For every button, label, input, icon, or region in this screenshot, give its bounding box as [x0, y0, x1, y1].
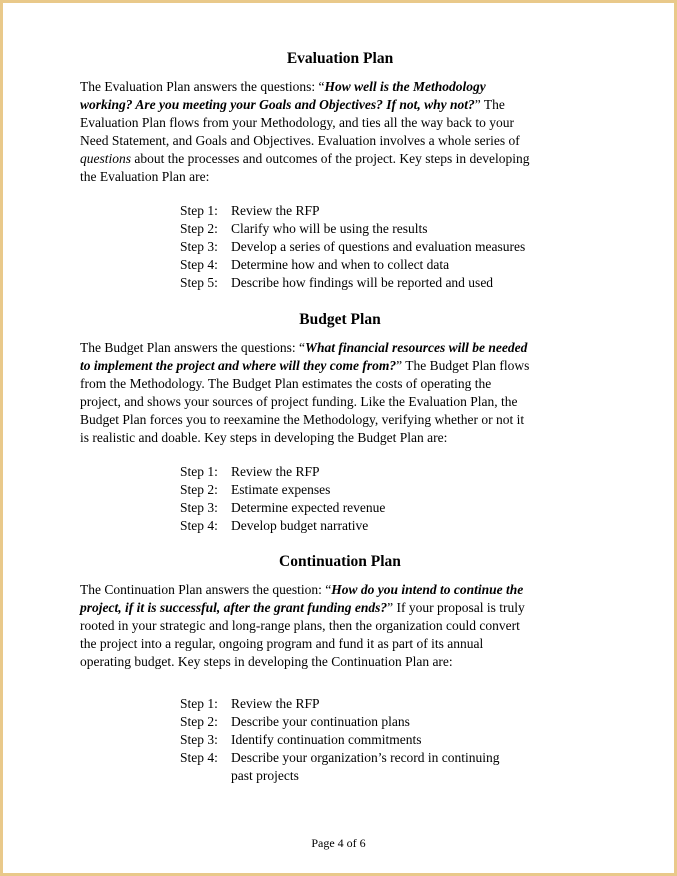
list-item — [180, 499, 600, 517]
paragraph-line: Budget Plan forces you to reexamine the Methodology, verifying whether or not it — [80, 412, 525, 427]
paragraph-line: Need Statement, and Goals and Objectives. Evaluation involves a whole series of — [80, 133, 520, 148]
list-item — [180, 695, 600, 713]
step-text: Determine expected revenue — [231, 500, 386, 515]
text-run: The Continuation Plan answers the question: “ — [80, 582, 332, 597]
paragraph-line — [80, 339, 600, 357]
list-item — [180, 274, 600, 292]
evaluation-plan-paragraph — [80, 78, 600, 186]
list-item — [180, 202, 600, 220]
paragraph-line: from the Methodology. The Budget Plan estimates the costs of operating the — [80, 376, 492, 391]
text-run: about the processes and outcomes of the project. Key steps in developing — [131, 151, 530, 166]
list-item — [180, 517, 600, 535]
continuation-plan-paragraph — [80, 581, 600, 671]
step-text: Clarify who will be using the results — [231, 221, 428, 236]
step-number: Step 2: — [180, 482, 218, 497]
emphasis-text: to implement the project and where will they come from? — [80, 358, 397, 373]
step-number: Step 1: — [180, 203, 218, 218]
emphasis-text: working? Are you meeting your Goals and Objectives? If not, why not? — [80, 97, 475, 112]
step-number: Step 4: — [180, 750, 218, 765]
budget-plan-paragraph — [80, 339, 600, 447]
step-number: Step 3: — [180, 732, 218, 747]
step-number: Step 2: — [180, 714, 218, 729]
paragraph-line: the project into a regular, ongoing program and fund it as part of its annual — [80, 636, 484, 651]
emphasis-text: How well is the Methodology — [324, 79, 486, 94]
list-item — [180, 749, 600, 767]
text-run: ” If your proposal is truly — [387, 600, 525, 615]
continuation-plan-heading: Continuation Plan — [279, 553, 401, 570]
list-item — [180, 481, 600, 499]
continuation-steps-list — [180, 695, 600, 785]
page-number: Page 4 of 6 — [311, 836, 366, 850]
text-run: The Evaluation Plan answers the questions: “ — [80, 79, 325, 94]
list-item — [180, 238, 600, 256]
step-number: Step 3: — [180, 500, 218, 515]
evaluation-plan-heading: Evaluation Plan — [286, 50, 394, 67]
paragraph-line — [80, 581, 600, 599]
paragraph-line: project, and shows your sources of project funding. Like the Evaluation Plan, the — [80, 394, 518, 409]
step-text: Estimate expenses — [231, 482, 331, 497]
list-item — [180, 767, 600, 785]
text-run: The Budget Plan answers the questions: “ — [80, 340, 305, 355]
paragraph-line: operating budget. Key steps in developing the Continuation Plan are: — [80, 654, 453, 669]
step-text: Develop budget narrative — [231, 518, 369, 533]
list-item — [180, 256, 600, 274]
emphasis-text: What financial resources will be needed — [304, 340, 528, 355]
paragraph-line — [80, 96, 600, 114]
paragraph-line: rooted in your strategic and long-range plans, then the organization could convert — [80, 618, 520, 633]
step-number: Step 4: — [180, 257, 218, 272]
paragraph-line — [80, 150, 600, 168]
paragraph-line — [80, 357, 600, 375]
budget-plan-heading: Budget Plan — [299, 311, 381, 328]
emphasis-text: How do you intend to continue the — [331, 582, 524, 597]
step-number — [180, 767, 231, 785]
step-text: Determine how and when to collect data — [231, 257, 450, 272]
list-item — [180, 713, 600, 731]
paragraph-line: Evaluation Plan flows from your Methodology, and ties all the way back to your — [80, 115, 515, 130]
step-number: Step 2: — [180, 221, 218, 236]
step-text: Review the RFP — [231, 696, 320, 711]
step-text: Describe your organization’s record in continuing — [231, 750, 500, 765]
text-run: ” The Budget Plan flows — [396, 358, 530, 373]
paragraph-line — [80, 599, 600, 617]
step-text: Review the RFP — [231, 464, 320, 479]
step-text: Describe how findings will be reported and used — [231, 275, 494, 290]
step-number: Step 5: — [180, 275, 218, 290]
step-number: Step 1: — [180, 464, 218, 479]
paragraph-line — [80, 78, 600, 96]
step-number: Step 4: — [180, 518, 218, 533]
step-text: Develop a series of questions and evaluation measures — [231, 239, 526, 254]
step-text: past projects — [231, 768, 299, 783]
list-item — [180, 731, 600, 749]
step-text: Review the RFP — [231, 203, 320, 218]
emphasis-text: project, if it is successful, after the grant funding ends? — [80, 600, 388, 615]
step-number: Step 1: — [180, 696, 218, 711]
step-text: Describe your continuation plans — [231, 714, 410, 729]
text-run: ” The — [474, 97, 505, 112]
paragraph-line: is realistic and doable. Key steps in developing the Budget Plan are: — [80, 430, 448, 445]
paragraph-line: the Evaluation Plan are: — [80, 169, 210, 184]
evaluation-steps-list — [180, 202, 600, 292]
list-item — [180, 463, 600, 481]
list-item — [180, 220, 600, 238]
italic-text: questions — [80, 151, 132, 166]
budget-steps-list — [180, 463, 600, 535]
step-number: Step 3: — [180, 239, 218, 254]
step-text: Identify continuation commitments — [231, 732, 422, 747]
